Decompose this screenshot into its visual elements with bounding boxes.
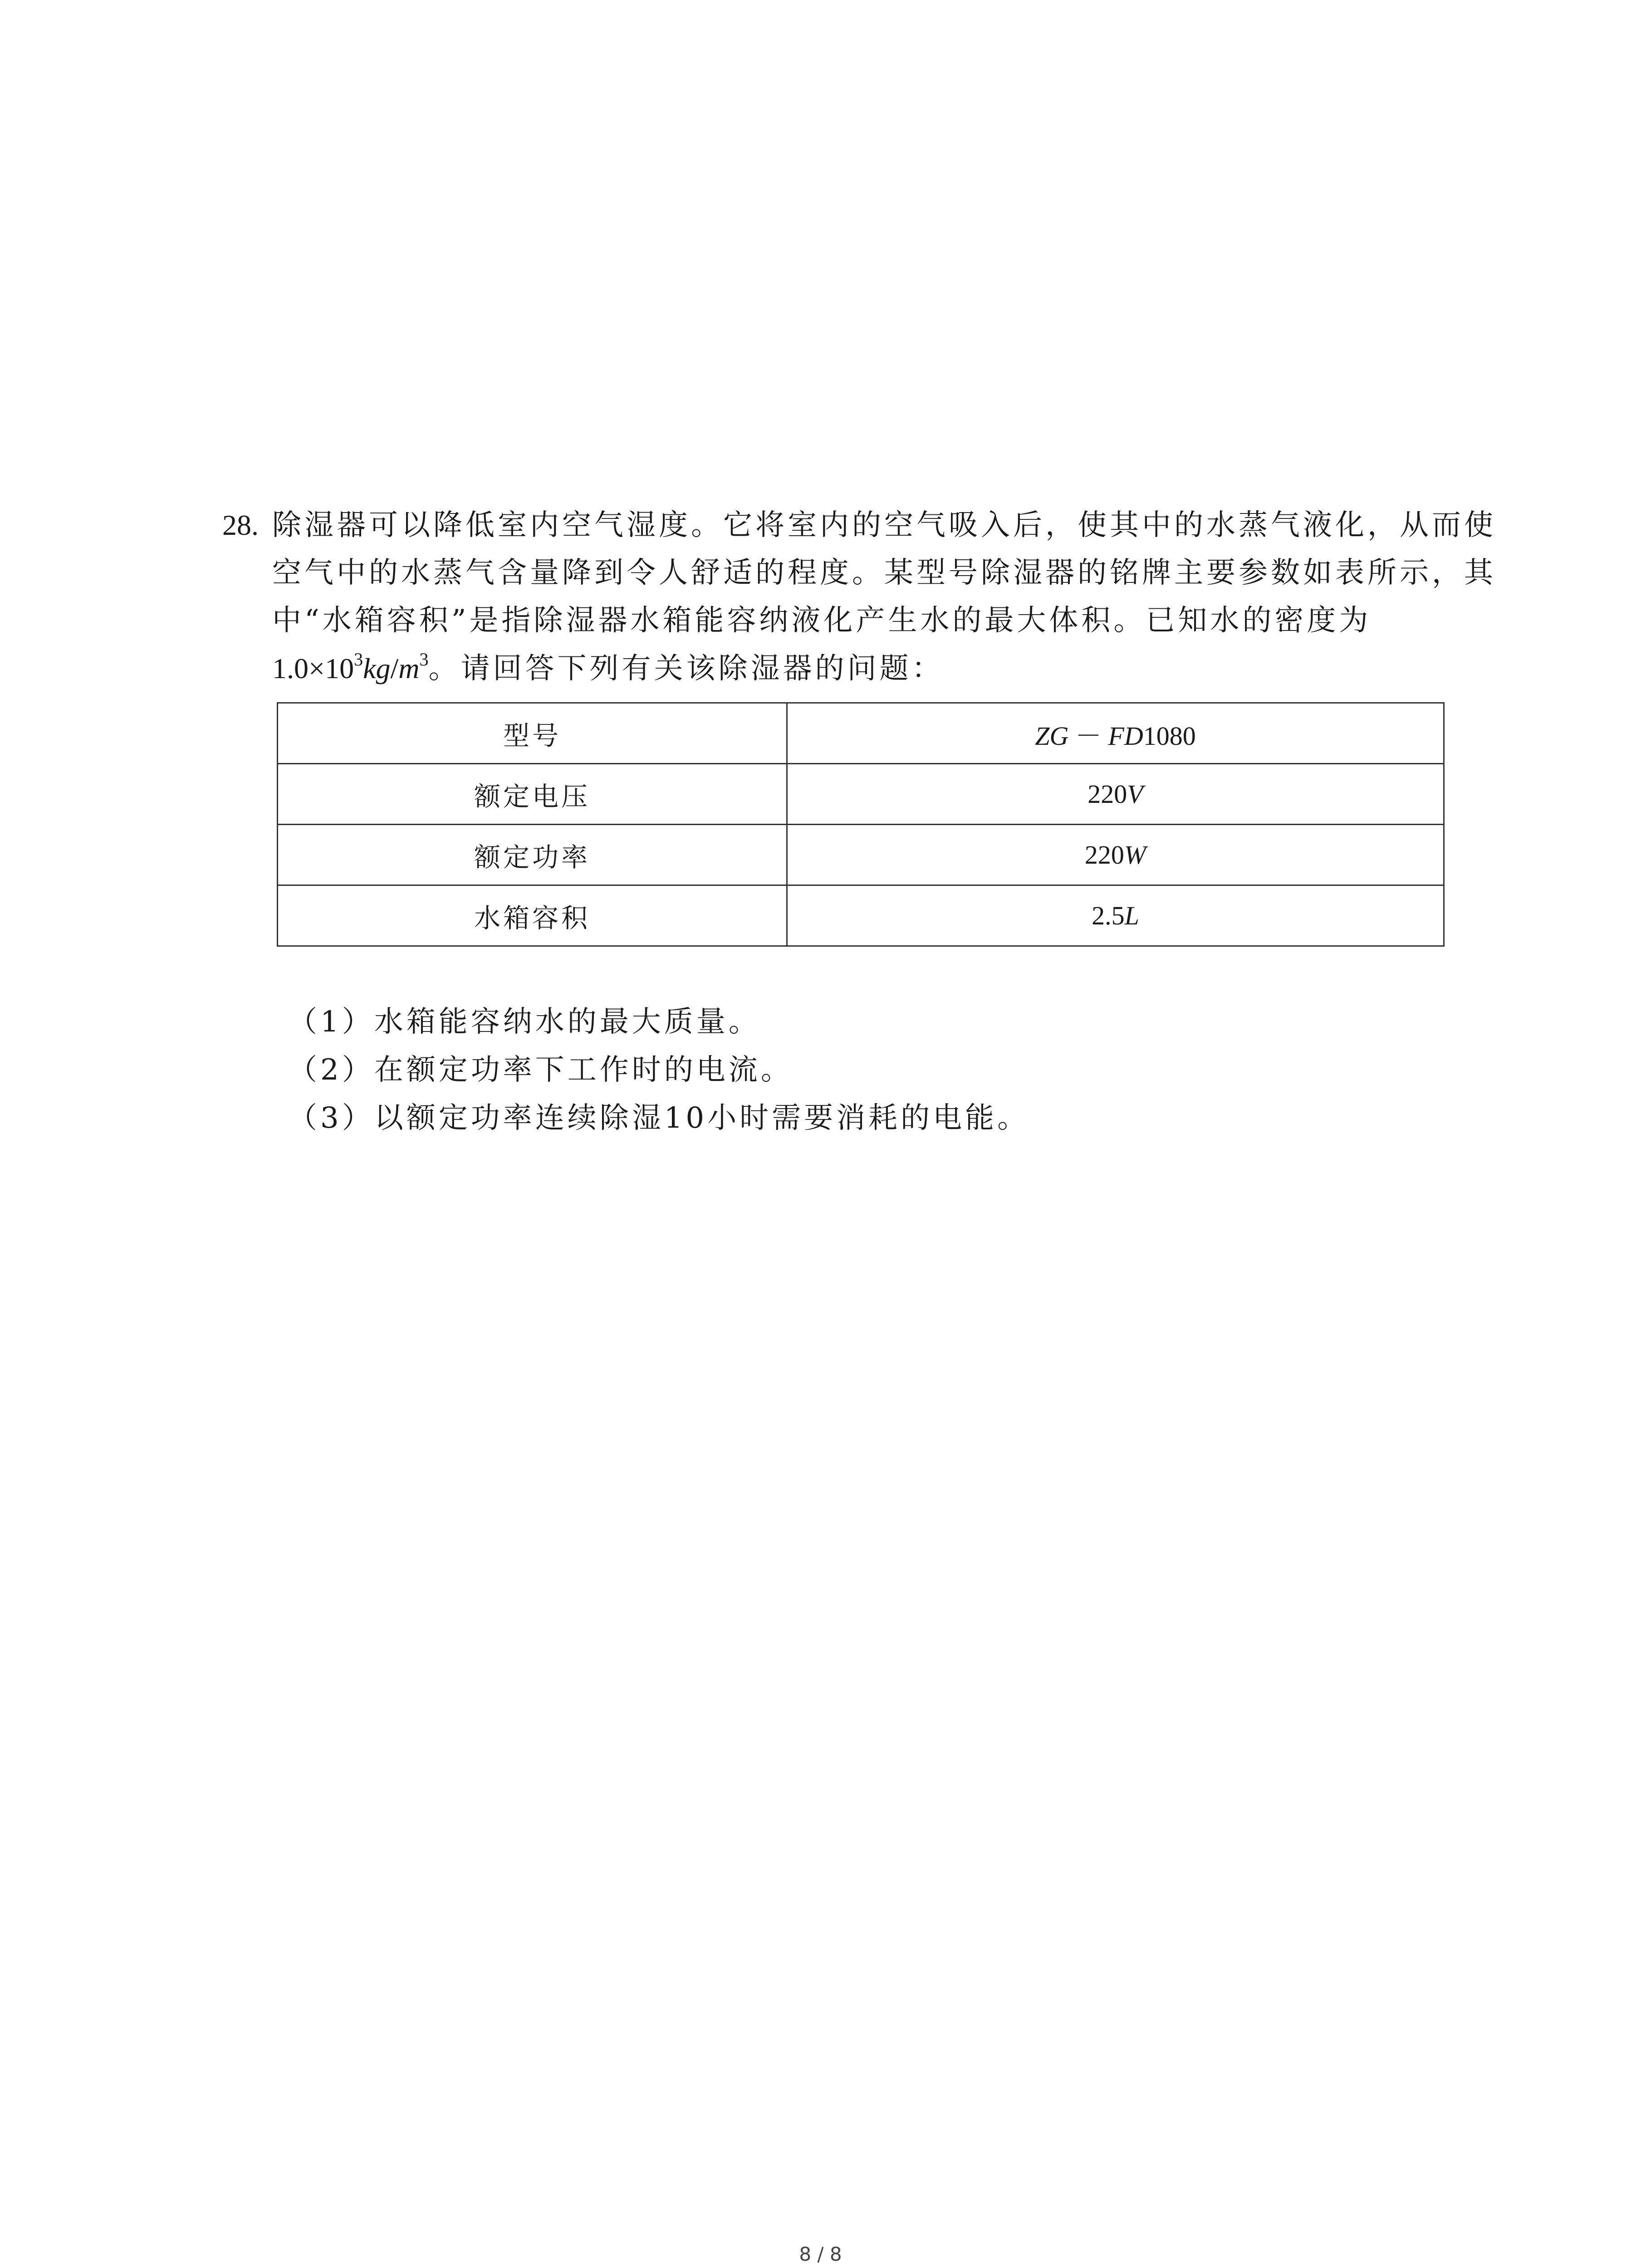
sub-question-1: （1）水箱能容纳水的最大质量。	[288, 1005, 761, 1039]
sub-question-3: （3）以额定功率连续除湿10小时需要消耗的电能。	[288, 1101, 1030, 1135]
parameter-table	[277, 702, 1445, 947]
question-text-3: 中“水箱容积”是指除湿器水箱能容纳液化产生水的最大体积。已知水的密度为	[272, 604, 1372, 637]
density-suffix: 。请回答下列有关该除湿器的问题：	[428, 652, 944, 685]
voltage-number: 220	[1087, 779, 1127, 809]
table-label-cell: 型号	[278, 703, 787, 764]
density-unit-m: m	[398, 652, 420, 684]
table-value-cell	[787, 825, 1444, 885]
power-number: 220	[1084, 840, 1124, 870]
question-line-3	[222, 597, 1447, 645]
table-value-cell	[787, 764, 1444, 825]
volume-number: 2.5	[1092, 901, 1125, 930]
density-value: 1.0×10	[272, 652, 354, 684]
table-label-cell: 水箱容积	[278, 885, 787, 946]
model-dash: －	[1068, 721, 1108, 751]
question-line-2	[222, 549, 1496, 597]
table-label-cell: 额定功率	[278, 825, 787, 885]
sub-questions	[288, 998, 1029, 1142]
density-exponent: 3	[354, 649, 363, 670]
density-unit-kg: kg	[363, 652, 391, 684]
table-label-cell: 额定电压	[278, 764, 787, 825]
question-28	[222, 501, 1496, 693]
power-unit: W	[1124, 840, 1146, 870]
table-row	[278, 825, 1444, 885]
table-value-cell	[787, 703, 1444, 764]
sub-question-2: （2）在额定功率下工作时的电流。	[288, 1053, 793, 1087]
question-line-1	[222, 501, 1496, 549]
density-unit-exponent: 3	[419, 649, 429, 670]
model-fd-italic: FD	[1108, 721, 1143, 751]
table-row	[278, 764, 1444, 825]
question-text-1: 除湿器可以降低室内空气湿度。它将室内的空气吸入后，使其中的水蒸气液化，从而使	[272, 508, 1496, 542]
table-row	[278, 703, 1444, 764]
model-number: 1080	[1143, 721, 1196, 751]
model-prefix-italic: ZG	[1035, 721, 1069, 751]
voltage-unit: V	[1127, 779, 1143, 809]
volume-unit: L	[1124, 901, 1139, 930]
question-text-2: 空气中的水蒸气含量降到令人舒适的程度。某型号除湿器的铭牌主要参数如表所示，其	[272, 556, 1496, 590]
table-row	[278, 885, 1444, 946]
page-number: 8 / 8	[799, 2243, 842, 2265]
question-line-4	[222, 645, 1447, 693]
question-number: 28.	[222, 509, 259, 541]
density-unit-slash: /	[390, 652, 399, 684]
table-value-cell	[787, 885, 1444, 946]
